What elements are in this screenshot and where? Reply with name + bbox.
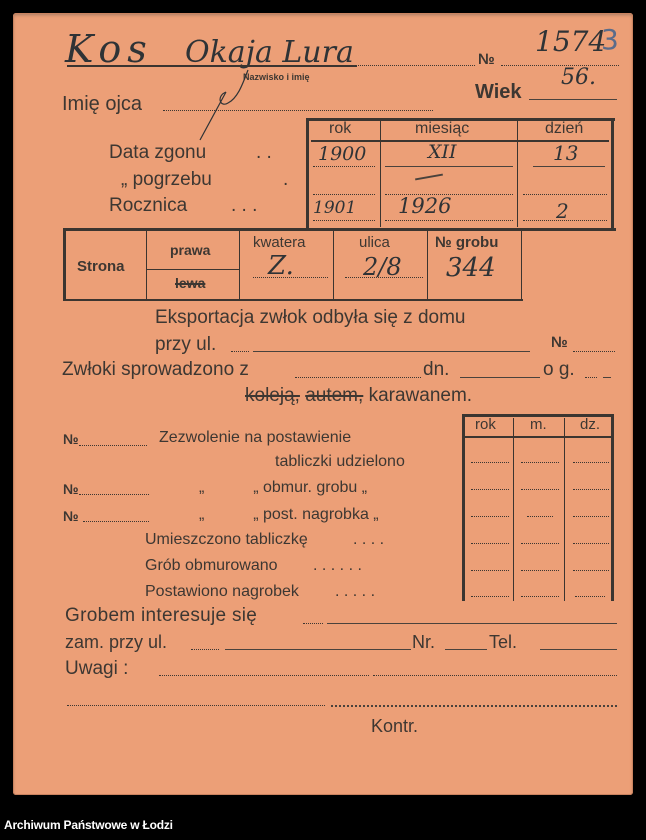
cell-field[interactable]	[471, 462, 509, 463]
remarks-field-2b[interactable]	[331, 705, 617, 707]
remarks-label: Uwagi :	[65, 658, 129, 679]
permit-2-text: „ „ obmur. grobu „	[199, 479, 368, 496]
grave-table-divider	[239, 230, 240, 300]
dates-table-left-border	[306, 118, 309, 228]
side-option-left-struck: lewa	[175, 275, 206, 291]
tel-field[interactable]	[540, 649, 617, 650]
grave-table-left-border	[63, 230, 66, 300]
day-label: dn.	[423, 359, 450, 380]
cell-field[interactable]	[521, 462, 559, 463]
anniversary-month-value: 1926	[398, 194, 452, 218]
number-suffix-blue-ink: 3	[601, 23, 619, 56]
month-dash-mark	[415, 174, 443, 181]
status-plaque-dots: . . . .	[353, 531, 385, 548]
number-value-handwritten: 1574	[535, 25, 607, 58]
nr-field[interactable]	[445, 649, 487, 650]
age-field-line	[529, 99, 617, 100]
address-field[interactable]	[225, 649, 411, 650]
cell-field[interactable]	[521, 570, 559, 571]
day-field[interactable]	[460, 377, 540, 378]
cell-field[interactable]	[573, 570, 609, 571]
number-field-line	[501, 65, 619, 66]
grave-table-divider	[333, 230, 334, 300]
tel-label: Tel.	[489, 632, 518, 652]
export-heading: Eksportacja zwłok odbyła się z domu	[155, 307, 466, 328]
pen-stroke-mark	[198, 68, 268, 143]
quarter-label: kwatera	[253, 234, 306, 251]
grave-number-value: 344	[446, 253, 496, 283]
cell-line	[523, 220, 607, 221]
permit-3-number-field[interactable]	[83, 521, 149, 522]
export-street-dots	[231, 351, 249, 352]
permit-3-text: „ „ post. nagrobka „	[199, 506, 379, 523]
permit-1-number-field[interactable]	[79, 445, 147, 446]
cell-field[interactable]	[471, 570, 509, 571]
cell-line	[345, 277, 423, 278]
permits-col-day: dz.	[580, 416, 601, 433]
cell-field[interactable]	[573, 489, 609, 490]
transport-car-struck: autem,	[305, 385, 364, 406]
cell-field[interactable]	[573, 516, 609, 517]
status-tombstone-label: Postawiono nagrobek	[145, 583, 299, 600]
col-header-day: dzień	[545, 120, 584, 137]
transport-hearse: karawanem.	[368, 385, 473, 406]
first-names-handwritten: Okaja Lura	[185, 35, 354, 70]
cell-field[interactable]	[471, 489, 509, 490]
control-label: Kontr.	[371, 716, 419, 736]
cell-field[interactable]	[573, 543, 609, 544]
quarter-value: Z.	[268, 251, 294, 281]
cell-field[interactable]	[527, 516, 553, 517]
status-tombstone-dots: . . . . .	[335, 583, 376, 600]
status-plaque-label: Umieszczono tabliczkę	[145, 531, 308, 548]
permit-1-text-cont: tabliczki udzielono	[275, 453, 405, 470]
burial-date-dots: .	[283, 169, 289, 190]
dates-table-divider	[380, 121, 381, 227]
cell-field[interactable]	[471, 516, 509, 517]
permits-table-divider	[513, 418, 514, 601]
side-divider	[146, 269, 239, 270]
dates-table-divider	[517, 121, 518, 227]
remarks-field-2a[interactable]	[67, 705, 325, 706]
col-header-month: miesiąc	[415, 120, 470, 137]
street-label: ulica	[359, 234, 390, 251]
address-label: zam. przy ul.	[65, 632, 168, 652]
remarks-field-1a[interactable]	[159, 675, 369, 676]
father-name-label: Imię ojca	[62, 93, 143, 115]
death-year-value: 1900	[318, 143, 367, 165]
grave-table-bottom-border	[63, 299, 523, 301]
name-caption: Nazwisko i imię	[243, 72, 310, 82]
anniversary-day-value: 2	[556, 199, 569, 223]
archive-caption: Archiwum Państwowe w Łodzi	[4, 818, 173, 832]
cell-line	[385, 220, 513, 221]
name-underline	[67, 65, 357, 67]
permits-table-left-border	[462, 416, 465, 601]
cell-field[interactable]	[521, 489, 559, 490]
permit-3-number-label: №	[63, 508, 79, 524]
hour-label: o g.	[543, 359, 575, 380]
brought-from-label: Zwłoki sprowadzono z	[62, 359, 249, 380]
permits-table-divider	[564, 418, 565, 601]
death-day-value: 13	[553, 141, 579, 165]
grave-table-divider	[146, 230, 147, 300]
death-date-label: Data zgonu	[109, 142, 207, 163]
permit-2-number-field[interactable]	[79, 494, 149, 495]
cell-field[interactable]	[521, 596, 559, 597]
status-walled-label: Grób obmurowano	[145, 557, 278, 574]
col-header-year: rok	[329, 120, 352, 137]
cell-field[interactable]	[575, 596, 605, 597]
nr-label: Nr.	[412, 632, 436, 652]
cell-field[interactable]	[521, 543, 559, 544]
burial-record-card	[13, 13, 633, 795]
cell-field[interactable]	[471, 543, 509, 544]
name-underline-dotted	[353, 65, 475, 66]
cell-line	[313, 166, 375, 167]
permits-col-month: m.	[530, 416, 547, 433]
remarks-field-1b[interactable]	[373, 675, 617, 676]
cell-line	[313, 194, 375, 195]
export-street-field[interactable]	[253, 351, 530, 352]
anniversary-year-value: 1901	[313, 198, 357, 218]
transport-options	[245, 385, 472, 407]
cell-line	[523, 194, 607, 195]
address-dots	[191, 649, 219, 650]
burial-date-label: „ pogrzebu	[121, 169, 212, 190]
grave-table-right-border	[521, 230, 522, 300]
cell-line	[533, 166, 605, 167]
permit-2-number-label: №	[63, 481, 79, 497]
hour-field[interactable]	[585, 377, 597, 378]
cell-line	[253, 277, 328, 278]
age-value-handwritten: 56.	[561, 65, 596, 90]
interested-party-field[interactable]	[327, 623, 617, 624]
interested-dots	[303, 623, 323, 624]
permits-col-year: rok	[475, 416, 496, 433]
hour-field-dash	[603, 377, 611, 378]
father-name-field[interactable]	[163, 110, 433, 111]
status-walled-dots: . . . . . .	[313, 557, 362, 574]
side-option-right: prawa	[170, 242, 211, 258]
permit-1-number-label: №	[63, 431, 79, 447]
interested-party-label: Grobem interesuje się	[65, 605, 258, 626]
permits-header-rule	[465, 436, 611, 438]
number-label: №	[478, 51, 495, 68]
street-value: 2/8	[363, 253, 402, 281]
permits-table-right-border	[611, 416, 614, 601]
transport-rail-struck: koleją,	[245, 385, 300, 406]
export-number-label: №	[551, 334, 568, 351]
cell-line	[385, 166, 513, 167]
anniversary-dots: . . .	[231, 195, 258, 216]
anniversary-label: Rocznica	[109, 195, 188, 216]
permit-1-text: Zezwolenie na postawienie	[159, 429, 352, 446]
cell-field[interactable]	[573, 462, 609, 463]
export-number-field[interactable]	[573, 351, 615, 352]
grave-table-divider	[427, 230, 428, 300]
grave-number-label: № grobu	[435, 234, 499, 251]
cell-line	[313, 220, 375, 221]
side-label: Strona	[77, 258, 125, 275]
death-date-dots: . .	[256, 142, 272, 163]
age-label: Wiek	[475, 81, 522, 103]
surname-handwritten: Kos	[65, 27, 153, 71]
brought-from-field[interactable]	[295, 377, 421, 378]
dates-table-right-border	[611, 118, 614, 228]
death-month-value: XII	[428, 141, 457, 163]
cell-field[interactable]	[471, 596, 509, 597]
export-street-label: przy ul.	[155, 334, 217, 355]
